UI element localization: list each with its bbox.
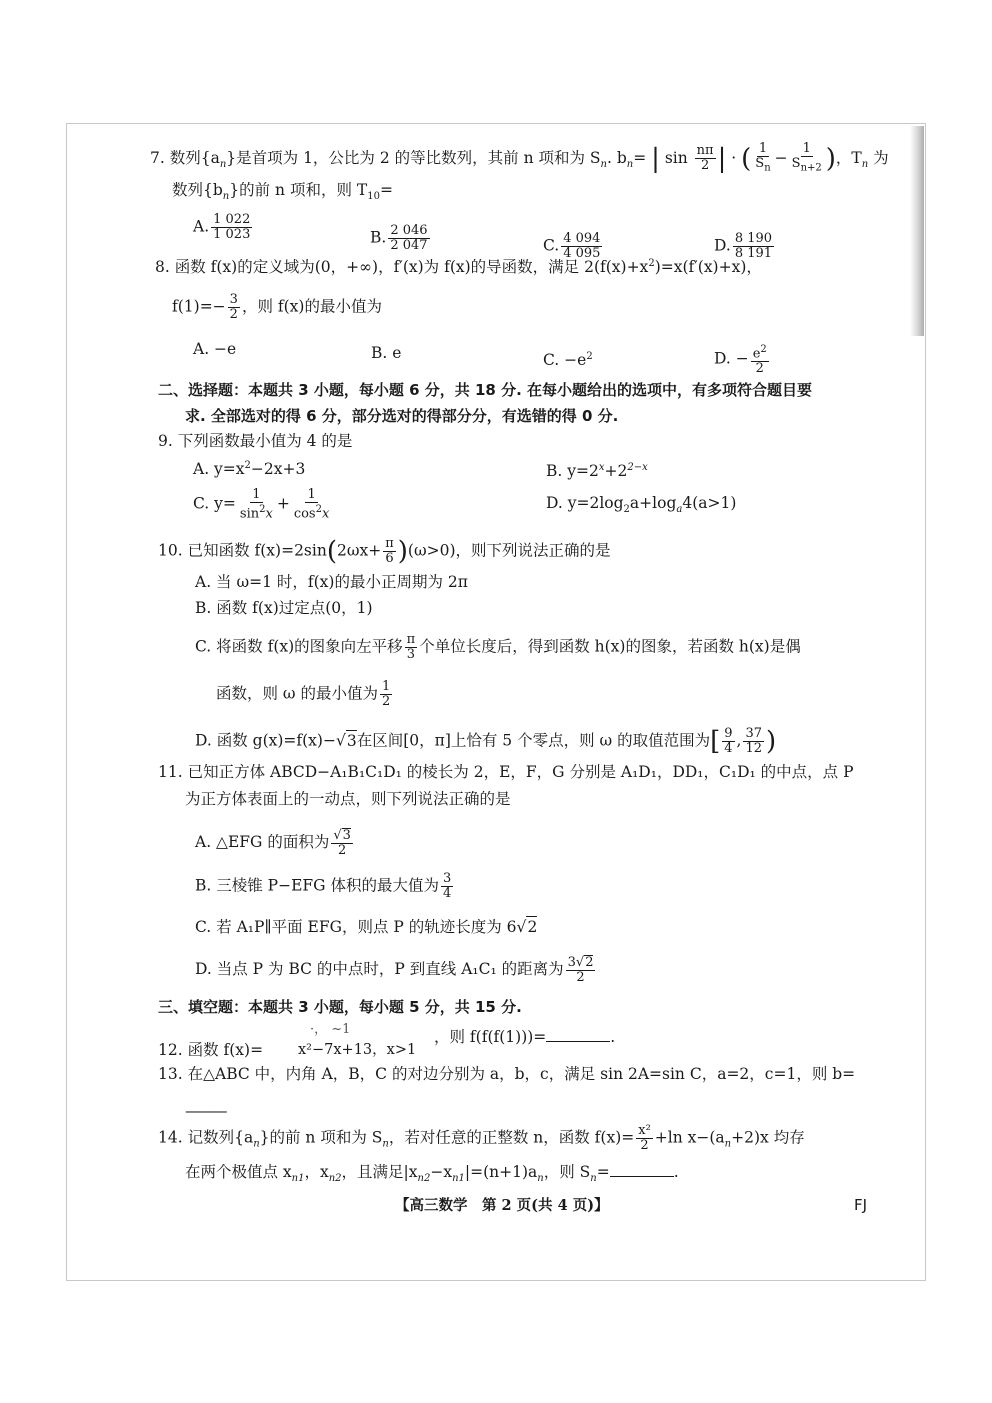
q12-stem-a: 12. 函数 f(x)= (158, 1041, 264, 1059)
q7-option-a-frac (211, 213, 252, 242)
q7-line2 (172, 180, 393, 207)
q14-l2-sub2: n2 (328, 1173, 342, 1185)
q14-l2-f: ，则 S (543, 1163, 591, 1181)
q7-l2-sub10: 10 (367, 191, 380, 203)
q8-option-d-num-sup: 2 (760, 344, 767, 355)
q7-frac-2-den-s: S (791, 156, 801, 171)
q9-option-c-label: C. y= (193, 494, 236, 513)
q14-line1 (158, 1124, 805, 1155)
q11-option-a-num: √3 (333, 828, 351, 843)
q9-option-d-sub2: a (676, 504, 683, 516)
q9-option-d-c: 4(a>1) (682, 494, 737, 512)
q9-option-a-sup: 2 (244, 460, 251, 471)
q7-option-d-label: D. (714, 236, 731, 255)
q7-text-a: 7. 数列{a (150, 148, 220, 167)
q9-option-c-frac1-den-x: x (265, 506, 273, 522)
q10-option-d-frac1-num: 9 (724, 726, 733, 741)
q10-bracket-r: ) (766, 726, 777, 757)
q14-l1-d: +ln x−(a (654, 1128, 725, 1147)
q8-l1-a: 8. 函数 f(x)的定义域为(0，+∞)，f′(x)为 f(x)的导函数，满足 2(f(x)+x (155, 258, 649, 277)
q7-option-b-den: 2 047 (390, 238, 428, 253)
q10-option-c (195, 633, 801, 662)
q10-stem-frac (383, 537, 396, 566)
q9-option-b-b: +2 (604, 462, 628, 481)
q7-option-c-num: 4 094 (563, 231, 601, 246)
q10-stem-frac-den: 6 (385, 551, 394, 566)
q11-option-b-text: B. 三棱锥 P−EFG 体积的最大值为 (195, 876, 439, 895)
q8-option-a: A. −e (193, 340, 237, 358)
q10-option-c-c: 函数，则 ω 的最小值为 (216, 684, 378, 703)
q10-option-c-frac2-den: 2 (382, 694, 391, 709)
q10-paren-l: ( (326, 536, 337, 567)
q10-bracket-l: [ (710, 726, 721, 757)
q12-piecewise-lower: x²−7x+13，x>1 (298, 1042, 417, 1058)
q9-option-c-frac2-den-t: cos (293, 506, 316, 522)
q14-l2-sub3: n2 (417, 1173, 431, 1185)
q14-l2-c: ，且满足|x (341, 1163, 418, 1181)
q10-option-c-frac2-num: 1 (382, 679, 391, 694)
q7-option-b-frac (388, 224, 429, 253)
q9-option-d-b: a+log (629, 494, 677, 512)
q11-option-a (195, 828, 355, 858)
q11-option-d-frac (566, 955, 596, 985)
q11-option-a-text: A. △EFG 的面积为 (195, 833, 330, 851)
q14-l1-e: +2)x 均存 (731, 1128, 805, 1147)
q10-option-d-sqrt: 3 (346, 731, 357, 750)
q12-answer-blank[interactable] (546, 1027, 610, 1042)
q14-l2-b: ，x (304, 1163, 329, 1181)
q8-l1-b: )=x(f′(x)+x)， (654, 258, 762, 277)
q10-option-d-b: 在区间[0，π]上恰有 5 个零点，则 ω 的取值范围为 (356, 731, 711, 750)
q9-option-c-frac1-den-sup: 2 (259, 504, 266, 515)
q14-l2-sub1: n1 (291, 1173, 305, 1185)
q8-option-d-num-e: e (752, 346, 761, 362)
q8-option-d (714, 343, 771, 376)
section-2-heading-line1: 二、选择题：本题共 3 小题，每小题 6 分，共 18 分. 在每小题给出的选项中，有多项符合题目要 (158, 381, 813, 399)
q7-line1: 7. 数列$\{a_n\}$是首项为 1，公比为 2 的等比数列，其前 n 项和为 $S_n$. $b_n=$ | sin $\frac{n\pi}{2}$ | · ( $\frac{1}{S_n}$ − $\frac{1}{S_{n+2}}$ )，$T_n$ 为 (150, 141, 889, 174)
q14-line2 (185, 1162, 679, 1189)
q9-option-c: C. y= $\frac{1}{\sin^2x}$ + $\frac{1}{\cos^2x}$ (193, 487, 330, 522)
q10-option-d-frac2 (743, 727, 764, 756)
q8-option-c-sup: 2 (586, 351, 593, 362)
q10-option-c-b: 个单位长度后，得到函数 h(x)的图象，若函数 h(x)是偶 (419, 637, 801, 656)
q7-frac-sin-den: 2 (700, 158, 710, 174)
q11-line1: 11. 已知正方体 ABCD−A₁B₁C₁D₁ 的棱长为 2，E，F，G 分别是 A₁D₁，DD₁，C₁D₁ 的中点，点 P (158, 763, 854, 781)
q7-option-a (193, 213, 254, 242)
q7-text-e: ，T (835, 148, 862, 167)
q10-stem-b: 2ωx+ (336, 541, 382, 560)
q12-piecewise-upper-faded: ·， ~1 (310, 1022, 351, 1037)
q9-option-c-frac1 (238, 488, 275, 521)
q8-l1-sup: 2 (648, 258, 655, 269)
q8-l2-frac (228, 293, 240, 322)
q10-option-d: D. 函数 g(x)=f(x)−√3在区间[0，π]上恰有 5 个零点，则 ω 的取值范围为[ $\frac{9}{4}$ , $\frac{37}{12}$ ) (195, 726, 777, 757)
q14-answer-blank[interactable] (610, 1162, 674, 1177)
q8-line2 (172, 293, 382, 322)
q10-option-d-frac1-den: 4 (724, 741, 733, 756)
section-2-heading-line2: 求. 全部选对的得 6 分，部分选对的得部分分，有选错的得 0 分. (185, 407, 619, 425)
q11-option-c-text: C. 若 A₁P∥平面 EFG，则点 P 的轨迹长度为 6 (195, 918, 517, 936)
q8-option-d-frac (751, 343, 769, 376)
q7-sub-n-4: n (861, 158, 869, 170)
q10-option-d-frac2-den: 12 (745, 741, 763, 756)
q9-option-c-frac1-den (238, 503, 275, 521)
q9-option-c-frac2-den-x: x (321, 506, 330, 522)
q14-l2-d: −x (430, 1163, 453, 1181)
q11-option-b-frac (441, 872, 453, 901)
q12-stem-end: . (610, 1028, 616, 1046)
q14-l2-h: . (673, 1163, 679, 1181)
q14-l1-frac-num: x² (638, 1123, 651, 1138)
q9-option-b-sup2: 2−x (627, 462, 648, 473)
q10-option-c-frac-num: π (406, 632, 416, 647)
q14-l1-sub3: n (724, 1138, 732, 1150)
q7-frac-2-den (790, 157, 824, 176)
q7-frac-1-den-sub: n (764, 162, 771, 174)
q7-frac-1-den (753, 157, 772, 176)
scan-edge-shadow (910, 126, 924, 336)
q10-paren-r: ) (397, 536, 408, 567)
q13-stem: 13. 在△ABC 中，内角 A，B，C 的对边分别为 a，b，c，满足 sin 2A=sin C，a=2，c=1，则 b= (158, 1065, 856, 1083)
q9-option-c-frac1-num: 1 (252, 487, 261, 502)
q7-option-b (370, 224, 432, 253)
q12-stem-b (434, 1027, 615, 1047)
q8-option-c-text: C. −e (543, 351, 587, 370)
q7-frac-2 (790, 142, 824, 176)
q7-l2-c: = (379, 181, 393, 199)
q14-l2-sub6: n (590, 1173, 597, 1185)
q8-option-c (543, 347, 593, 370)
q7-frac-1-den-s: S (755, 156, 765, 171)
q8-option-b: B. e (371, 344, 402, 362)
q10-option-c-frac2 (380, 680, 392, 709)
q8-l2-frac-den: 2 (229, 307, 238, 322)
q14-l2-a: 在两个极值点 x (185, 1163, 292, 1181)
q7-paren-right: ) (825, 143, 836, 174)
q14-l2-sub4: n1 (452, 1173, 465, 1185)
q7-paren-left: ( (741, 143, 752, 174)
q10-option-d-a: D. 函数 g(x)=f(x)− (195, 731, 336, 750)
q7-sub-n: n (219, 158, 227, 170)
q11-option-d (195, 955, 597, 985)
page-footer: 【高三数学 第 2 页(共 4 页)】 (395, 1197, 609, 1214)
q9-option-c-frac1-den-t: sin (239, 506, 260, 522)
q7-option-d-num: 8 190 (734, 231, 773, 246)
q9-option-d (546, 493, 736, 520)
q10-stem-frac-num: π (385, 536, 394, 551)
q7-frac-sin-num: nπ (696, 143, 714, 159)
q7-sub-n-2: n (600, 158, 607, 170)
q9-option-d-a: D. y=2log (546, 494, 624, 512)
q7-option-c-den: 4 095 (563, 246, 601, 261)
q10-option-d-frac2-num: 37 (745, 726, 763, 741)
q9-option-a-a: A. y=x (193, 460, 245, 479)
q11-option-d-num-3: 3 (567, 955, 576, 970)
q10-stem-a: 10. 已知函数 f(x)=2sin (158, 541, 327, 560)
q7-frac-sin (695, 144, 716, 173)
q7-abs-right: | (717, 143, 727, 174)
q11-option-b-num: 3 (442, 871, 452, 886)
q14-l1-b: }的前 n 项和为 S (259, 1128, 383, 1147)
q14-l2-g: = (596, 1163, 610, 1181)
q7-sub-n-3: n (626, 158, 634, 170)
q10-option-c-frac (405, 633, 418, 662)
q8-option-d-label: D. − (714, 349, 749, 368)
q11-option-d-num: 3√2 (567, 955, 594, 970)
q8-line1 (155, 254, 762, 277)
q10-option-c-a: C. 将函数 f(x)的图象向左平移 (195, 637, 403, 656)
q10-option-d-frac1 (722, 727, 734, 756)
q7-option-a-den: 1 023 (213, 227, 251, 242)
q8-option-d-num (751, 343, 769, 362)
q9-option-c-frac2-den-sup: 2 (315, 504, 322, 515)
q7-l2-sub: n (222, 191, 230, 203)
q7-option-d-den: 8 191 (734, 246, 773, 261)
footer-code: FJ (854, 1196, 868, 1214)
q14-l1-c: ，若对任意的正整数 n，函数 f(x)= (388, 1128, 635, 1147)
q14-l2-e: |=(n+1)a (464, 1163, 538, 1181)
q10-option-a: A. 当 ω=1 时，f(x)的最小正周期为 2π (195, 573, 468, 591)
q11-option-a-frac (331, 828, 353, 858)
q9-option-c-frac2 (292, 488, 332, 521)
q7-abs-left: | (651, 143, 660, 174)
q14-l1-frac-den: 2 (640, 1138, 649, 1153)
q11-option-a-num-sqrt: 3 (342, 828, 351, 843)
q7-option-b-label: B. (370, 228, 387, 247)
q10-option-b: B. 函数 f(x)过定点(0，1) (195, 599, 373, 617)
q12-stem-b-text: ，则 f(f(f(1)))= (434, 1028, 547, 1046)
q14-l1-frac (636, 1124, 653, 1153)
q7-option-a-num: 1 022 (213, 212, 251, 227)
q8-l2-frac-num: 3 (229, 292, 238, 307)
q9-option-a-b: −2x+3 (250, 460, 306, 479)
q7-frac-1-num: 1 (758, 141, 768, 156)
q9-option-b (546, 458, 648, 481)
q11-option-d-text: D. 当点 P 为 BC 的中点时，P 到直线 A₁C₁ 的距离为 (195, 960, 564, 978)
q10-option-c-frac-den: 3 (406, 647, 416, 662)
q7-option-c-label: C. (543, 236, 560, 255)
q7-text-b: }是首项为 1，公比为 2 的等比数列，其前 n 项和为 S (226, 148, 601, 167)
q7-text-d: = (633, 148, 647, 167)
q8-l2-b: ，则 f(x)的最小值为 (241, 297, 382, 316)
q10-stem (158, 537, 611, 566)
q9-option-a (193, 456, 305, 479)
section-3-heading: 三、填空题：本题共 3 小题，每小题 5 分，共 15 分. (158, 998, 522, 1016)
q7-option-b-num: 2 046 (390, 223, 428, 238)
q9-option-b-a: B. y=2 (546, 462, 599, 481)
q8-option-d-den: 2 (755, 361, 764, 377)
q14-l1-sub2: n (382, 1138, 389, 1150)
q7-option-a-label: A. (193, 217, 210, 236)
q9-option-c-frac2-den (292, 503, 332, 521)
q11-line2: 为正方体表面上的一动点，则下列说法正确的是 (185, 790, 511, 808)
q7-text-f: 为 (868, 148, 889, 167)
q7-l2-b: }的前 n 项和，则 T (229, 181, 368, 199)
q9-stem: 9. 下列函数最小值为 4 的是 (158, 432, 353, 450)
q14-l1-sub1: n (253, 1138, 260, 1150)
q11-option-b-den: 4 (442, 886, 452, 901)
q11-option-c: C. 若 A₁P∥平面 EFG，则点 P 的轨迹长度为 6√2 (195, 918, 538, 936)
q11-option-d-num-sqrt: 2 (585, 955, 594, 970)
q13-answer-blank[interactable]: ——— (185, 1102, 226, 1120)
q8-l2-a: f(1)=− (172, 297, 226, 316)
q11-option-d-den: 2 (576, 970, 585, 985)
q9-option-c-frac2-num: 1 (307, 487, 316, 502)
q7-frac-2-den-sub: n+2 (800, 162, 822, 174)
q11-option-a-den: 2 (338, 843, 347, 858)
q7-frac-1 (753, 142, 772, 176)
q7-l2-a: 数列{b (172, 181, 223, 199)
q7-text-c: . b (606, 148, 627, 167)
q14-l2-sub5: n (537, 1173, 544, 1185)
q7-frac-2-num: 1 (802, 141, 811, 156)
q11-option-c-sqrt: 2 (527, 918, 538, 936)
q10-stem-c: (ω>0)，则下列说法正确的是 (407, 541, 611, 560)
q14-l1-a: 14. 记数列{a (158, 1128, 254, 1147)
q11-option-b (195, 872, 455, 901)
q9-option-d-sub1: 2 (623, 504, 630, 516)
q10-option-c-cont (216, 680, 394, 709)
q9-option-b-sup1: x (598, 462, 605, 473)
